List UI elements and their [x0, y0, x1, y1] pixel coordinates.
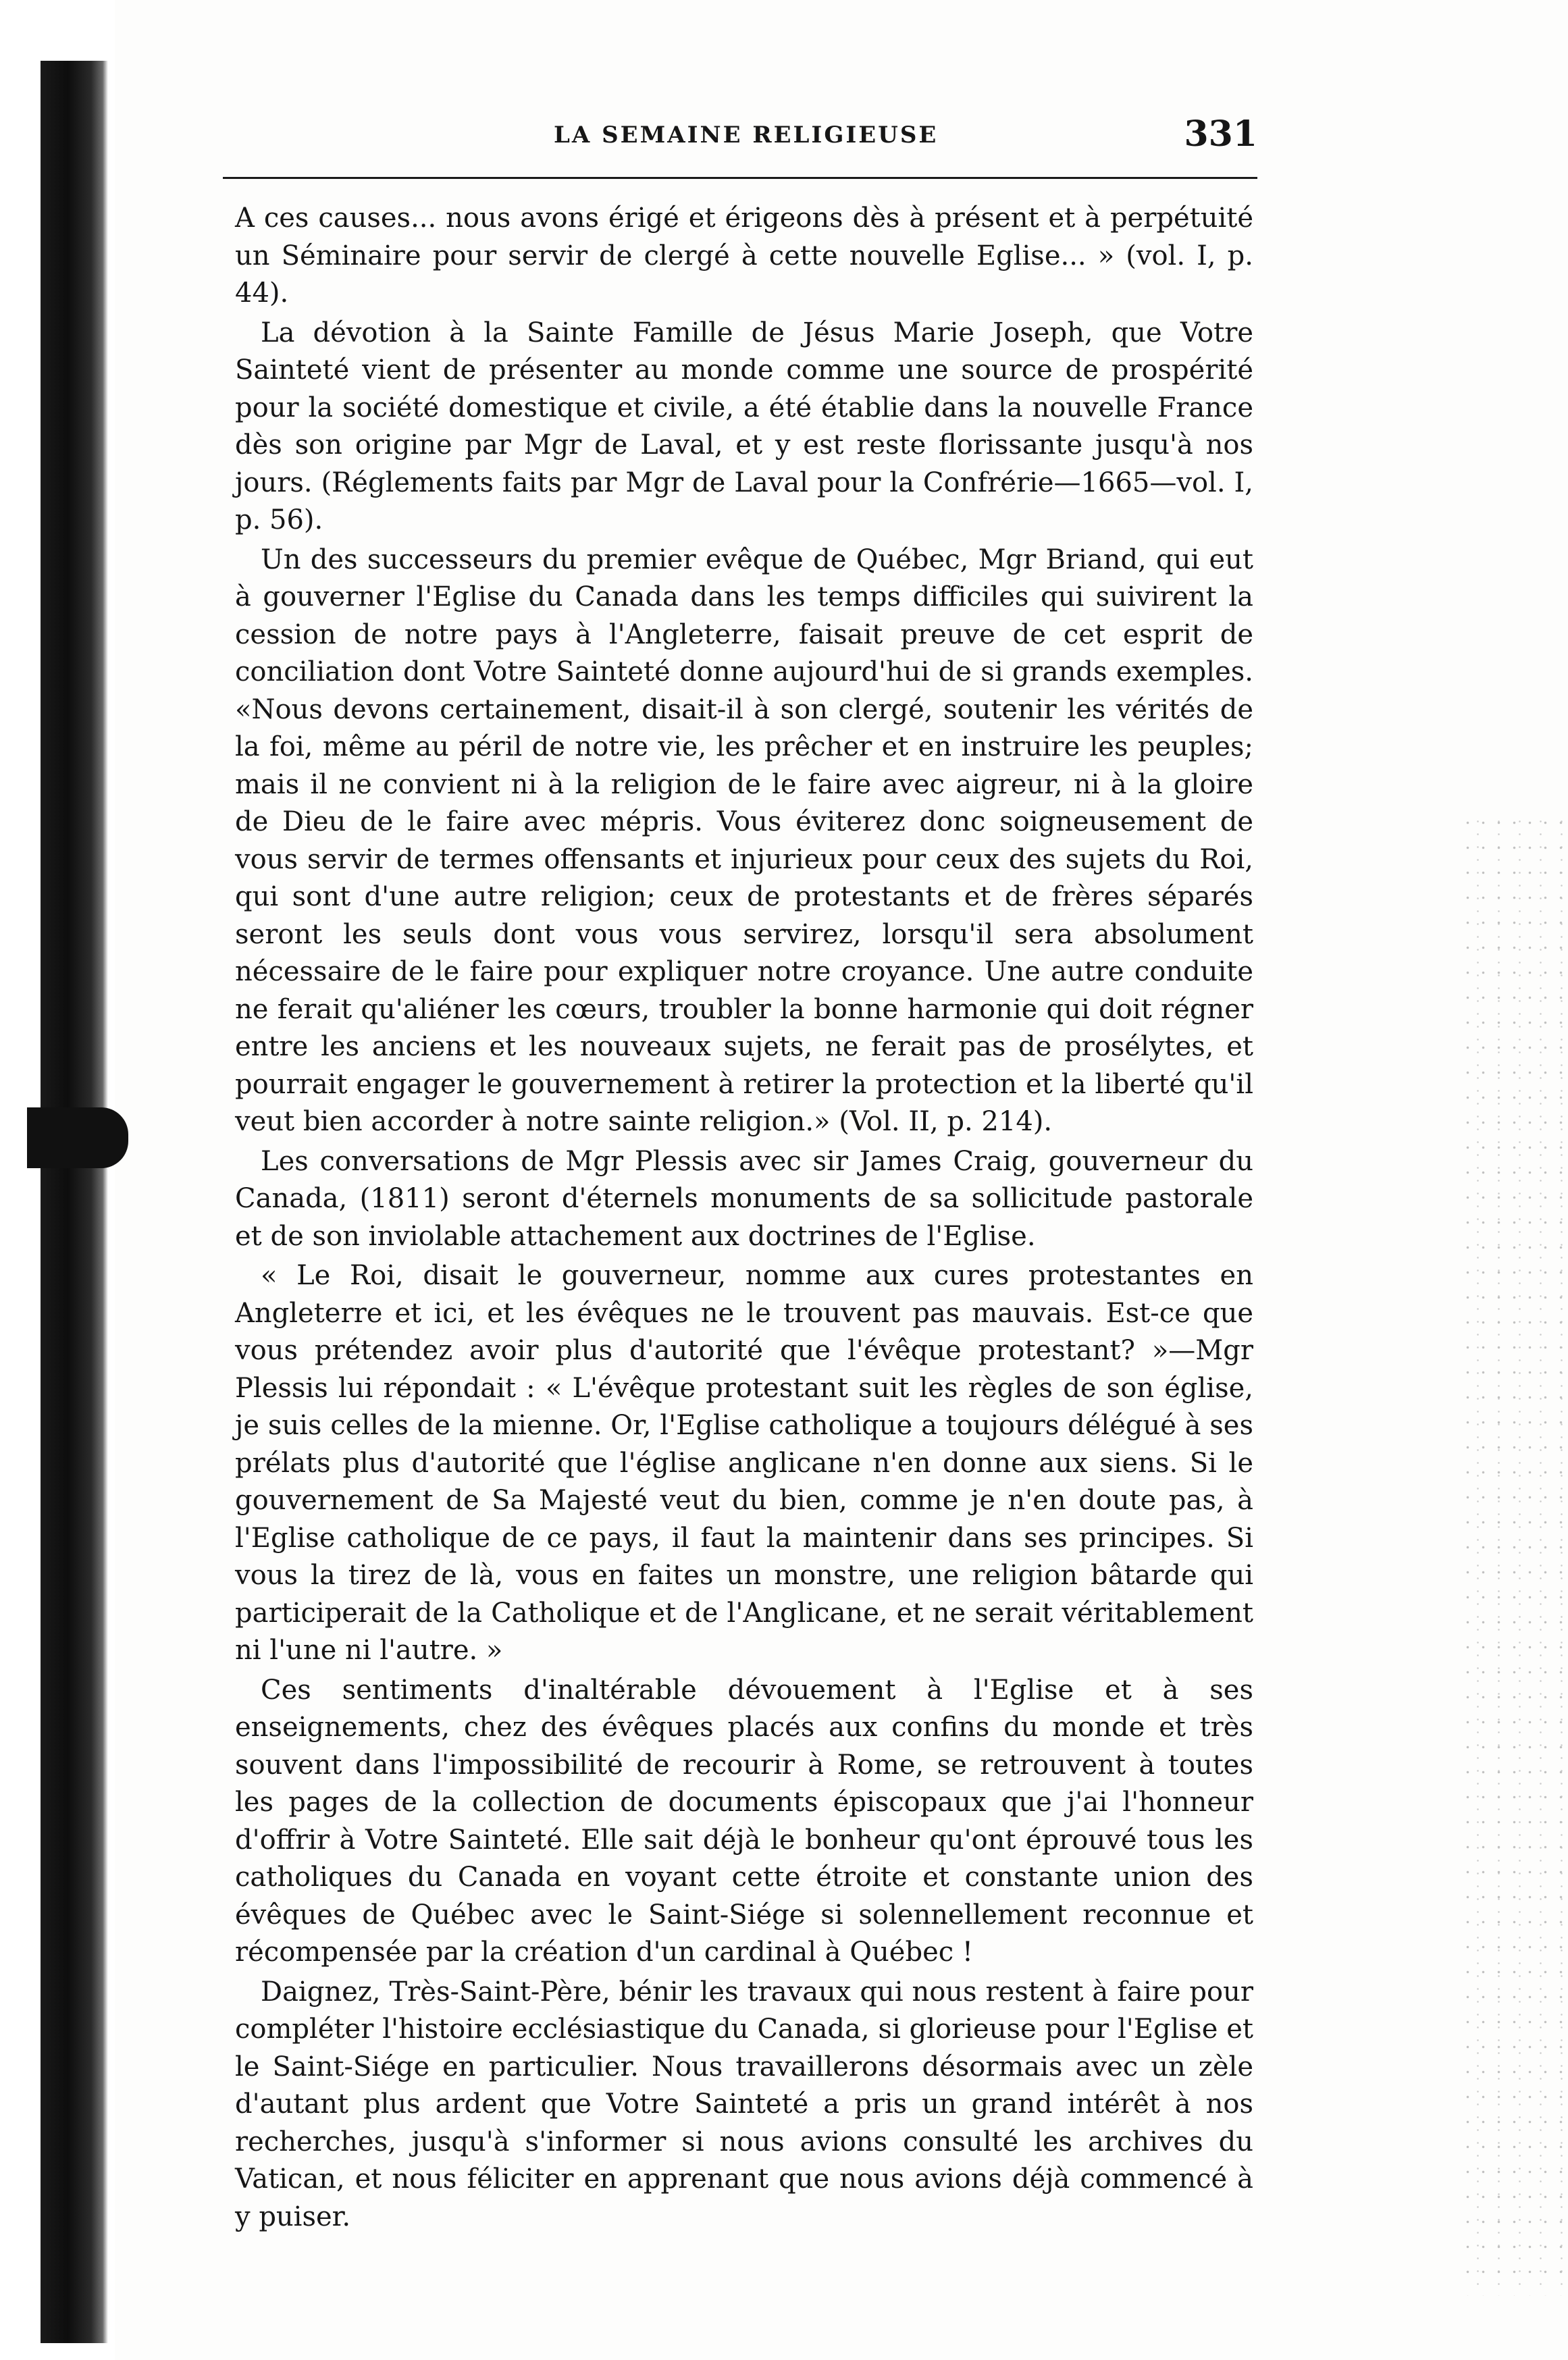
paragraph: Les conversations de Mgr Plessis avec sir James Craig, gouverneur du Canada, (1811) seront d'éternels monuments de sa sollicitude pastorale et de son inviolable attachement aux doctrines de l'Eglise.	[235, 1145, 1253, 1252]
binding-edge	[0, 0, 115, 2360]
paragraph: A ces causes... nous avons érigé et érigeons dès à présent et à perpétuité un Séminaire pour servir de clergé à cette nouvelle Eglise... » (vol. I, p. 44).	[235, 203, 1253, 309]
running-head	[223, 113, 1257, 167]
paragraph: La dévotion à la Sainte Famille de Jésus Marie Joseph, que Votre Sainteté vient de présenter au monde comme une source de prospérité pour la société domestique et civile, a été établie dans la nouvelle France dès son origine par Mgr de Laval, et y est reste florissante jusqu'à nos jours. (Réglements faits par Mgr de Laval pour la Confrérie—1665—vol. I, p. 56).	[235, 317, 1253, 535]
paragraph: « Le Roi, disait le gouverneur, nomme aux cures protestantes en Angleterre et ici, et les évêques ne le trouvent pas mauvais. Est-ce que vous prétendez avoir plus d'autorité que l'évêque protestant? »—Mgr Plessis lui répondait : « L'évêque protestant suit les règles de son église, je suis celles de la mienne. Or, l'Eglise catholique a toujours délégué à ses prélats plus d'autorité que l'église anglicane n'en donne aux siens. Si le gouvernement de Sa Majesté veut du bien, comme je n'en doute pas, à l'Eglise catholique de ce pays, il faut la maintenir dans ses principes. Si vous la tirez de là, vous en faites un monstre, une religion bâtarde qui participerait de la Catholique et de l'Anglicane, et ne serait véritablement ni l'une ni l'autre. »	[235, 1260, 1253, 1666]
binding-notch	[27, 1107, 128, 1168]
paragraph: Un des successeurs du premier evêque de Québec, Mgr Briand, qui eut à gouverner l'Eglise du Canada dans les temps difficiles qui suivirent la cession de notre pays à l'Angleterre, faisait preuve de cet esprit de conciliation dont Votre Sainteté donne aujourd'hui de si grands exemples. «Nous devons certainement, disait-il à son clergé, soutenir les vérités de la foi, même au péril de notre vie, les prêcher et en instruire les peuples; mais il ne convient ni à la religion de le faire avec aigreur, ni à la gloire de Dieu de le faire avec mépris. Vous éviterez donc soigneusement de vous servir de termes offensants et injurieux pour ceux des sujets du Roi, qui sont d'une autre religion; ceux de protestants et de frères séparés seront les seuls dont vous vous servirez, lorsqu'il sera absolument nécessaire de le faire pour expliquer notre croyance. Une autre conduite ne ferait qu'aliéner les cœurs, troubler la bonne harmonie qui doit régner entre les anciens et les nouveaux sujets, ne ferait pas de prosélytes, et pourrait engager le gouvernement à retirer la protection et la liberté qu'il veut bien accorder à notre sainte religion.» (Vol. II, p. 214).	[235, 544, 1253, 1137]
binding-shadow	[41, 61, 108, 2343]
body-text	[235, 200, 1253, 2238]
paragraph: Ces sentiments d'inaltérable dévouement à l'Eglise et à ses enseignements, chez des évêques placés aux confins du monde et très souvent dans l'impossibilité de recourir à Rome, se retrouvent à toutes les pages de la collection de documents épiscopaux que j'ai l'honneur d'offrir à Votre Sainteté. Elle sait déjà le bonheur qu'ont éprouvé tous les catholiques du Canada en voyant cette étroite et constante union des évêques de Québec avec le Saint-Siége si solennellement reconnue et récompensée par la création d'un cardinal à Québec !	[235, 1674, 1253, 1968]
paragraph: Daignez, Très-Saint-Père, bénir les travaux qui nous restent à faire pour compléter l'histoire ecclésiastique du Canada, si glorieuse pour l'Eglise et le Saint-Siége en particulier. Nous travaillerons désormais avec un zèle d'autant plus ardent que Votre Sainteté a pris un grand intérêt à nos recherches, jusqu'à s'informer si nous avions consulté les archives du Vatican, et nous féliciter en apprenant que nous avions déjà commencé à y puiser.	[235, 1976, 1253, 2232]
header-rule	[223, 177, 1257, 179]
running-title: LA SEMAINE RELIGIEUSE	[554, 122, 939, 149]
scan-speckle	[1460, 810, 1568, 2296]
page-number: 331	[1184, 113, 1257, 155]
